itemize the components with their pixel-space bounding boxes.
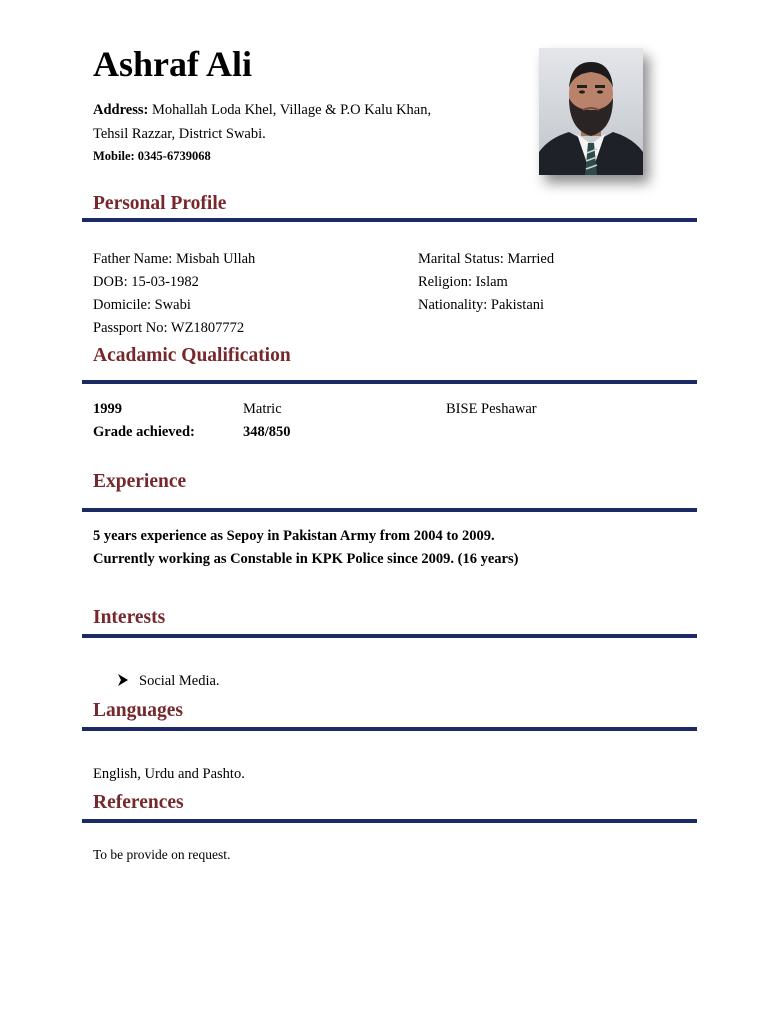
section-divider <box>82 380 697 384</box>
section-divider <box>82 634 697 638</box>
date-of-birth: DOB: 15-03-1982 <box>93 274 199 290</box>
section-divider <box>82 819 697 823</box>
address-label: Address: <box>93 102 149 118</box>
references-text: To be provide on request. <box>93 847 231 862</box>
section-title-references: References <box>93 792 184 813</box>
section-divider <box>82 218 697 222</box>
section-title-experience: Experience <box>93 471 187 492</box>
languages-text: English, Urdu and Pashto. <box>93 766 245 782</box>
section-title-languages: Languages <box>93 700 183 721</box>
section-title-personal-profile: Personal Profile <box>93 193 227 214</box>
section-title-interests: Interests <box>93 607 166 628</box>
mobile-number: Mobile: 0345-6739068 <box>93 149 211 163</box>
academic-year: 1999 <box>93 401 122 417</box>
address-line-2: Tehsil Razzar, District Swabi. <box>93 126 266 142</box>
interest-item: Social Media. <box>139 673 220 689</box>
candidate-name: Ashraf Ali <box>93 44 253 84</box>
section-title-academic: Acadamic Qualification <box>93 345 291 366</box>
experience-line-1: 5 years experience as Sepoy in Pakistan Army from 2004 to 2009. <box>93 528 495 544</box>
address-text-1: Mohallah Loda Khel, Village & P.O Kalu Khan, <box>148 102 432 118</box>
arrow-bullet-icon <box>117 673 129 687</box>
profile-photo <box>539 48 643 175</box>
section-divider <box>82 508 697 512</box>
religion: Religion: Islam <box>418 274 508 290</box>
section-divider <box>82 727 697 731</box>
grade-value: 348/850 <box>243 424 291 440</box>
academic-board: BISE Peshawar <box>446 401 537 417</box>
domicile: Domicile: Swabi <box>93 297 191 313</box>
father-name: Father Name: Misbah Ullah <box>93 251 256 267</box>
marital-status: Marital Status: Married <box>418 251 555 267</box>
nationality: Nationality: Pakistani <box>418 297 545 313</box>
passport-number: Passport No: WZ1807772 <box>93 320 245 336</box>
address-line-1 <box>93 100 431 120</box>
experience-line-2: Currently working as Constable in KPK Police since 2009. (16 years) <box>93 551 519 567</box>
grade-label: Grade achieved: <box>93 424 195 440</box>
academic-degree: Matric <box>243 401 282 417</box>
